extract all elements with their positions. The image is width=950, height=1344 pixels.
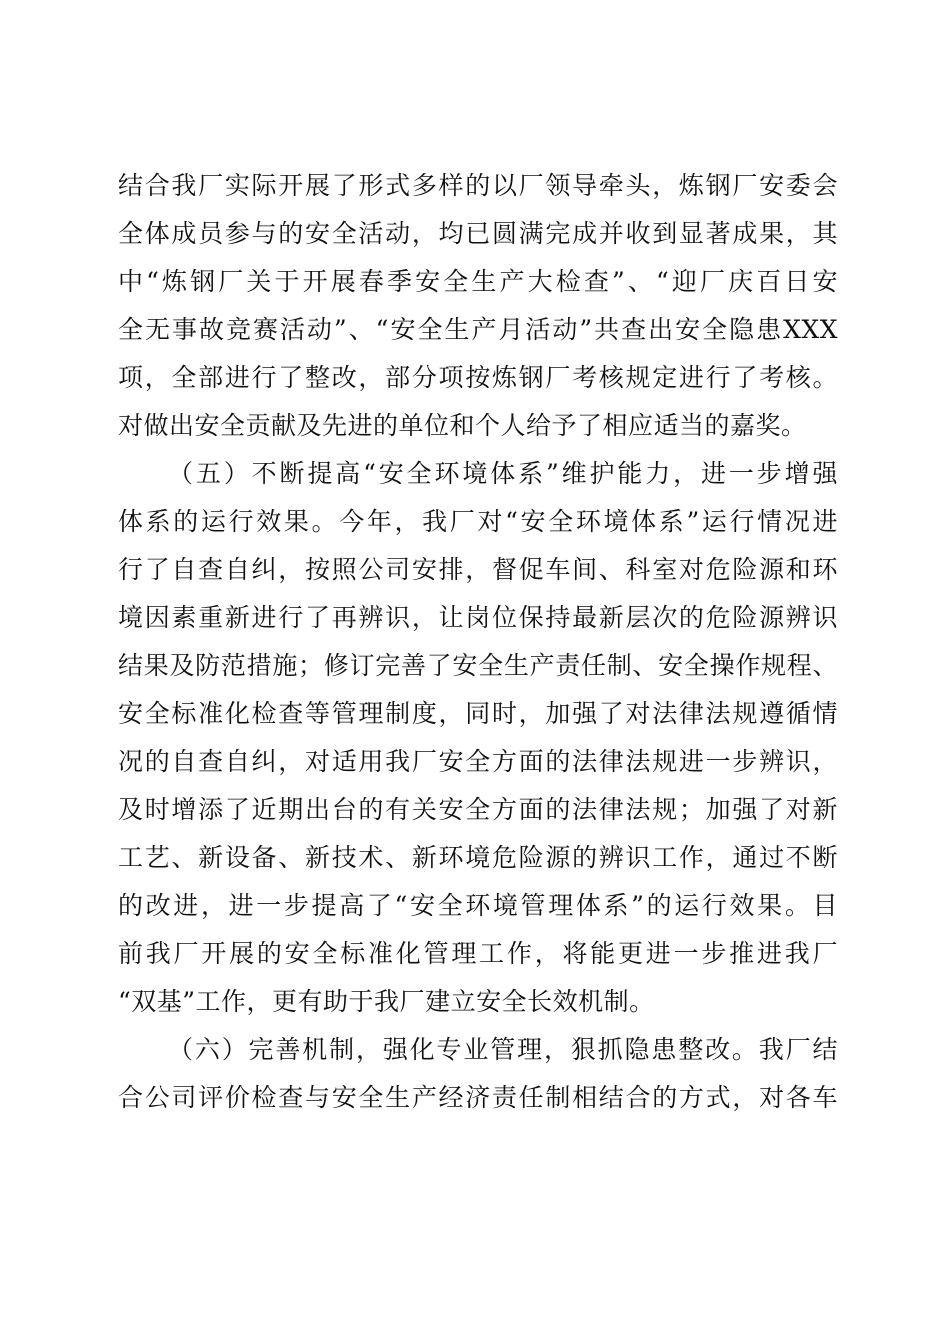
- text-line: 全无事故竞赛活动”、“安全生产月活动”共查出安全隐患XXX: [118, 315, 838, 344]
- text-line: 项，全部进行了整改，部分项按炼钢厂考核规定进行了考核。: [118, 363, 838, 392]
- text-line: 及时增添了近期出台的有关安全方面的法律法规；加强了对新: [118, 795, 838, 824]
- text-line: 体系的运行效果。今年，我厂对“安全环境体系”运行情况进: [118, 507, 838, 536]
- text-line: 行了自查自纠，按照公司安排，督促车间、科室对危险源和环: [118, 555, 838, 584]
- text-line: 境因素重新进行了再辨识，让岗位保持最新层次的危险源辨识: [118, 603, 838, 632]
- text-line: 全体成员参与的安全活动，均已圆满完成并收到显著成果，其: [118, 219, 838, 248]
- text-line: “双基”工作，更有助于我厂建立安全长效机制。: [118, 987, 655, 1016]
- text-line: 况的自查自纠，对适用我厂安全方面的法律法规进一步辨识，: [118, 747, 838, 776]
- text-line: 安全标准化检查等管理制度，同时，加强了对法律法规遵循情: [118, 699, 838, 728]
- text-line: 的改进，进一步提高了“安全环境管理体系”的运行效果。目: [118, 891, 838, 920]
- text-line: 合公司评价检查与安全生产经济责任制相结合的方式，对各车: [118, 1083, 838, 1112]
- document-body: [118, 162, 838, 1122]
- text-line: 结果及防范措施；修订完善了安全生产责任制、安全操作规程、: [118, 651, 838, 680]
- paragraph-heading-6: （六）完善机制，强化专业管理，狠抓隐患整改。我厂结: [168, 1035, 838, 1064]
- text-line: 工艺、新设备、新技术、新环境危险源的辨识工作，通过不断: [118, 843, 838, 872]
- text-line: 中“炼钢厂关于开展春季安全生产大检查”、“迎厂庆百日安: [118, 267, 838, 296]
- paragraph-heading-5: （五）不断提高“安全环境体系”维护能力，进一步增强: [168, 459, 838, 488]
- text-line: 对做出安全贡献及先进的单位和个人给予了相应适当的嘉奖。: [118, 411, 807, 440]
- text-line: 前我厂开展的安全标准化管理工作，将能更进一步推进我厂: [118, 939, 838, 968]
- text-line: 结合我厂实际开展了形式多样的以厂领导牵头，炼钢厂安委会: [118, 171, 838, 200]
